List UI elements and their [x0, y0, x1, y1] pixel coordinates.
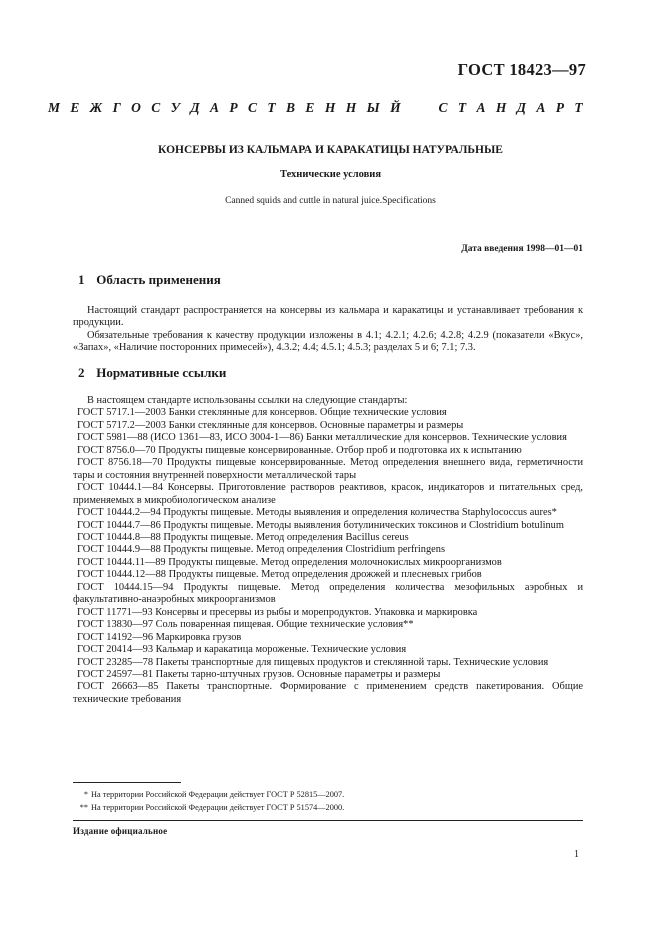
- banner-letter: Т: [457, 100, 467, 115]
- section-1-body: [73, 305, 583, 355]
- reference-item: ГОСТ 5981—88 (ИСО 1361—83, ИСО 3004-1—86) Банки металлические для консервов. Технические условия: [77, 432, 567, 444]
- page-divider: [73, 820, 583, 821]
- reference-item: ГОСТ 24597—81 Пакеты тарно-штучных грузов. Основные параметры и размеры: [77, 668, 441, 680]
- banner-letter: М: [48, 100, 61, 115]
- reference-list: [73, 407, 583, 706]
- document-title: КОНСЕРВЫ ИЗ КАЛЬМАРА И КАРАКАТИЦЫ НАТУРАЛЬНЫЕ: [158, 144, 503, 156]
- banner-letter: Ы: [366, 100, 380, 115]
- reference-item: ГОСТ 8756.0—70 Продукты пищевые консервированные. Отбор проб и подготовка их к испытанию: [77, 444, 522, 456]
- banner-letter: Ж: [89, 100, 103, 115]
- introduction-date: Дата введения 1998—01—01: [461, 244, 583, 254]
- banner-letter: А: [210, 100, 220, 115]
- banner-letter: Т: [574, 100, 583, 115]
- banner-letter: В: [286, 100, 296, 115]
- reference-item: ГОСТ 11771—93 Консервы и пресервы из рыбы и морепродуктов. Упаковка и маркировка: [77, 606, 478, 618]
- section-number: 2: [78, 365, 85, 380]
- document-number: ГОСТ 18423—97: [457, 60, 586, 79]
- footnote-divider: [73, 782, 181, 783]
- section-number: 1: [78, 272, 85, 287]
- banner-letter: Н: [345, 100, 357, 115]
- banner-letter: Т: [267, 100, 276, 115]
- banner-letter: Е: [305, 100, 315, 115]
- section-title: Нормативные ссылки: [96, 365, 227, 380]
- section-2-body: [73, 395, 583, 706]
- reference-item: ГОСТ 10444.2—94 Продукты пищевые. Методы выявления и определения количества Staphylococcus aures*: [77, 507, 557, 519]
- paragraph: В настоящем стандарте использованы ссылки на следующие стандарты:: [87, 395, 408, 406]
- banner-letter: Р: [229, 100, 238, 115]
- footnote-text: На территории Российской Федерации действует ГОСТ Р 52815—2007.: [91, 790, 345, 799]
- banner-letter: Д: [190, 100, 200, 115]
- footnote: [62, 802, 542, 815]
- banner-letter: С: [438, 100, 448, 115]
- footnote: [62, 789, 542, 802]
- reference-item: ГОСТ 10444.12—88 Продукты пищевые. Метод определения дрожжей и плесневых грибов: [77, 569, 482, 581]
- banner-letter: Е: [70, 100, 80, 115]
- reference-item: ГОСТ 23285—78 Пакеты транспортные для пищевых продуктов и стеклянной тары. Технические условия: [77, 656, 549, 668]
- footnote-text: На территории Российской Федерации действует ГОСТ Р 51574—2000.: [91, 802, 345, 812]
- reference-item: ГОСТ 5717.2—2003 Банки стеклянные для консервов. Основные параметры и размеры: [77, 419, 464, 431]
- edition-label: Издание официальное: [73, 826, 168, 836]
- reference-item: ГОСТ 13830—97 Соль поваренная пищевая. Общие технические условия**: [77, 619, 414, 631]
- reference-item: ГОСТ 20414—93 Кальмар и каракатица мороженые. Технические условия: [77, 644, 407, 656]
- page-number: 1: [574, 849, 579, 860]
- reference-item: ГОСТ 10444.1—84 Консервы. Приготовление растворов реактивов, красок, индикаторов и питательных сред, применяемых в микробиологическом анализе: [73, 482, 583, 506]
- reference-item: ГОСТ 8756.18—70 Продукты пищевые консервированные. Метод определения внешнего вида, герметичности тары и состояния внутренней поверхности металлической тары: [73, 457, 583, 481]
- banner-letter: Д: [516, 100, 526, 115]
- footnote-mark: **: [79, 802, 88, 812]
- reference-item: ГОСТ 10444.11—89 Продукты пищевые. Метод определения молочнокислых микроорганизмов: [77, 556, 502, 568]
- footnotes: [62, 789, 542, 814]
- banner-letter: Й: [390, 100, 401, 115]
- banner-letter: Р: [555, 100, 564, 115]
- banner-letter: А: [536, 100, 546, 115]
- banner-letter: С: [151, 100, 161, 115]
- reference-item: ГОСТ 14192—96 Маркировка грузов: [77, 631, 242, 643]
- banner-letter: А: [476, 100, 486, 115]
- reference-item: ГОСТ 10444.15—94 Продукты пищевые. Метод определения количества мезофильных аэробных и факультативно-анаэробных микроорганизмов: [73, 581, 583, 606]
- english-title: Canned squids and cuttle in natural juice.Specifications: [225, 196, 436, 206]
- document-subtitle: Технические условия: [279, 169, 382, 180]
- banner-letter: Н: [495, 100, 507, 115]
- interstate-standard-banner: [48, 100, 583, 116]
- reference-item: ГОСТ 10444.8—88 Продукты пищевые. Метод определения Bacillus cereus: [77, 531, 409, 543]
- banner-letter: У: [170, 100, 181, 115]
- footnote-mark: *: [83, 790, 88, 799]
- section-title: Область применения: [96, 272, 221, 287]
- banner-letter: [411, 100, 414, 116]
- paragraph: Настоящий стандарт распространяется на консервы из кальмара и каракатицы и устанавливает требования к продукции.: [73, 305, 583, 329]
- reference-item: ГОСТ 10444.7—86 Продукты пищевые. Методы выявления ботулинических токсинов и Clostridium botulinum: [77, 519, 564, 531]
- banner-letter: [425, 100, 428, 116]
- banner-letter: О: [131, 100, 141, 115]
- reference-item: ГОСТ 5717.1—2003 Банки стеклянные для консервов. Общие технические условия: [77, 407, 447, 419]
- reference-item: ГОСТ 26663—85 Пакеты транспортные. Формирование с применением средств пакетирования. Общие технические требования: [73, 681, 583, 705]
- paragraph: Обязательные требования к качеству продукции изложены в 4.1; 4.2.1; 4.2.6; 4.2.8; 4.2.9 (показатели «Вкус», «Запах», «Наличие посторонних примесей»), 4.3.2; 4.4; 4.5.1; 4.5.3; разделах 5 и 6; 7.1; 7.3.: [73, 329, 583, 354]
- banner-letter: Г: [112, 100, 121, 115]
- reference-item: ГОСТ 10444.9—88 Продукты пищевые. Метод определения Clostridium perfringens: [77, 544, 446, 556]
- section-1-heading: [78, 272, 221, 288]
- banner-letter: Н: [324, 100, 336, 115]
- section-2-heading: [78, 365, 226, 381]
- banner-letter: С: [248, 100, 258, 115]
